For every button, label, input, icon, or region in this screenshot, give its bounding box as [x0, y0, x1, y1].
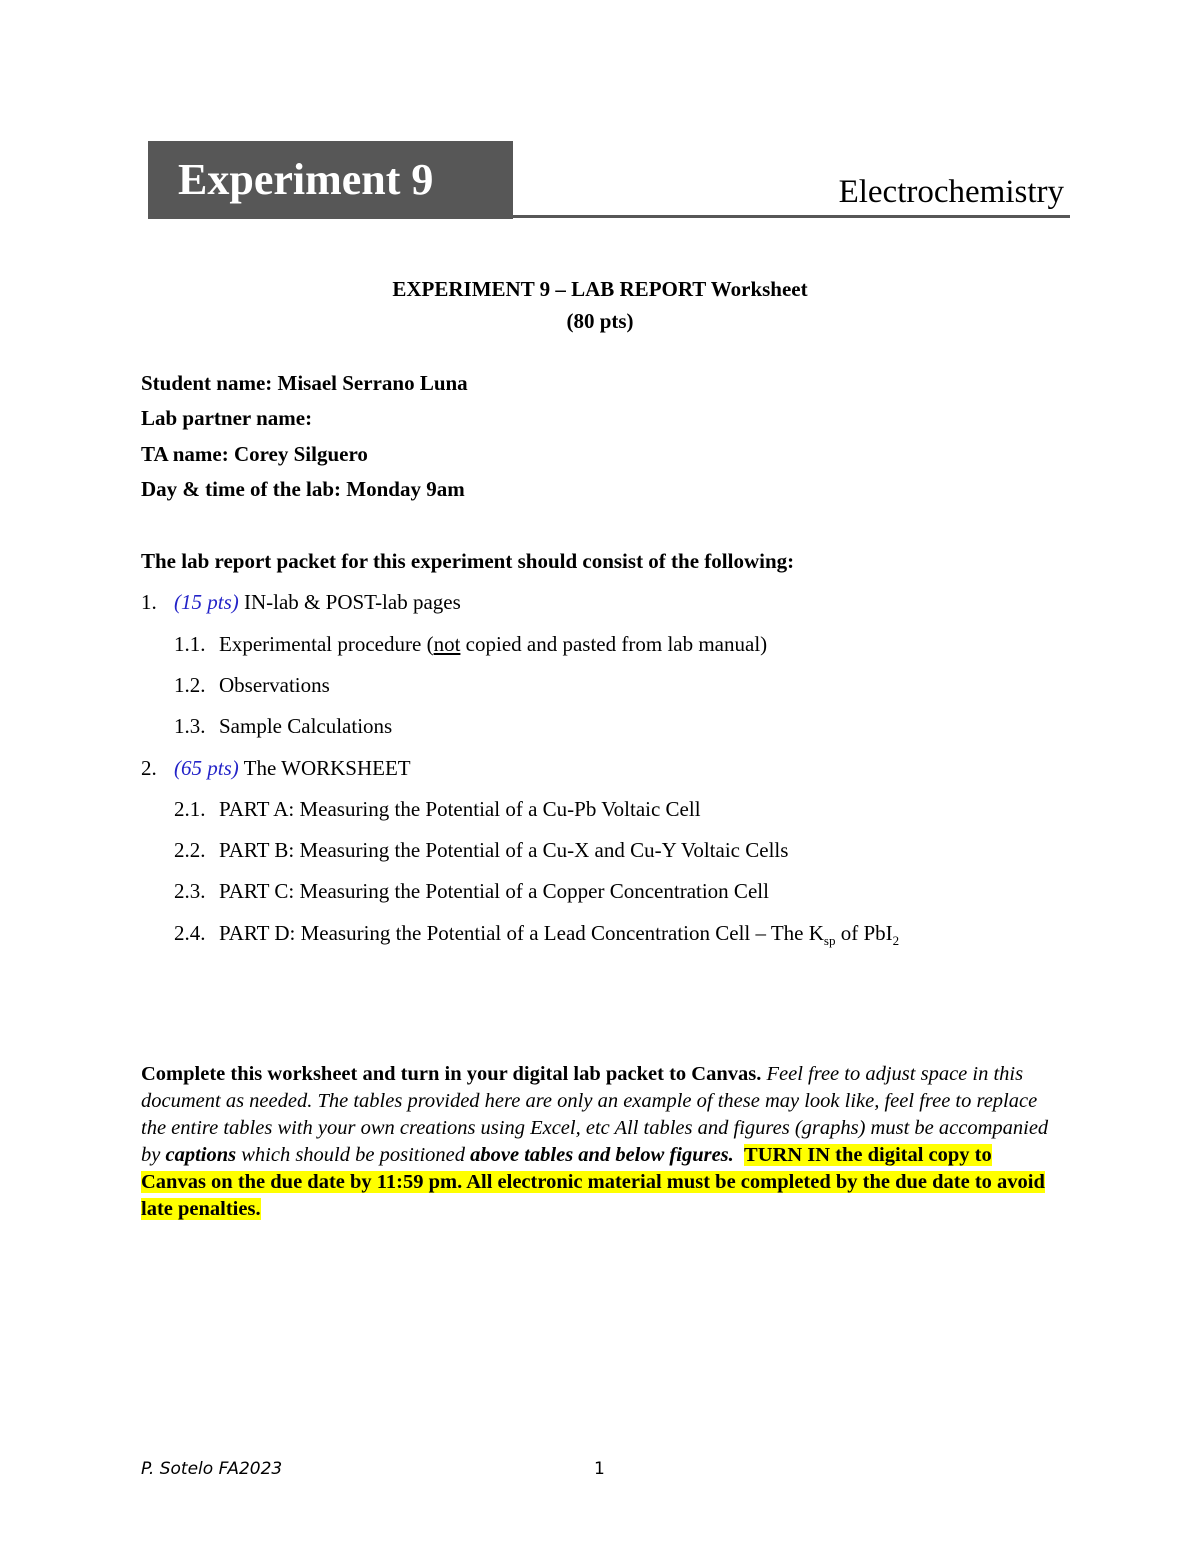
- sub-list-item: 2.4. PART D: Measuring the Potential of a Lead Concentration Cell – The $K_{sp}$ of PbI$_2$: [174, 921, 900, 949]
- sub-list-item: 1.2. Observations: [174, 673, 330, 697]
- sub-list-item: 1.3. Sample Calculations: [174, 714, 393, 738]
- sub-list-item: 2.3. PART C: Measuring the Potential of a Copper Concentration Cell: [174, 879, 769, 903]
- points-label: (65 pts): [174, 756, 239, 780]
- page-number: 1: [594, 1459, 605, 1479]
- list-item-label: IN-lab & POST-lab pages: [244, 590, 461, 614]
- deadline-highlight: TURN IN the digital copy to Canvas on the due date by 11:59 pm. All electronic material must be completed by the due date to avoid late penalties.: [141, 1144, 1045, 1220]
- list-number: 1.: [141, 590, 157, 614]
- list-item: [141, 590, 461, 615]
- student-name: Student name: Misael Serrano Luna: [141, 371, 468, 395]
- experiment-badge: Experiment 9: [148, 141, 513, 219]
- list-number: 2.: [141, 756, 157, 780]
- underlined-not: not: [433, 632, 461, 656]
- points-label: (15 pts): [174, 590, 239, 614]
- sub-list-item: 1.1. Experimental procedure (not copied and pasted from lab manual): [174, 632, 768, 656]
- list-item-label: The WORKSHEET: [243, 756, 411, 780]
- footer-author: P. Sotelo FA2023: [141, 1459, 283, 1479]
- ta-name: TA name: Corey Silguero: [141, 442, 368, 466]
- subject-title: Electrochemistry: [838, 174, 1064, 210]
- lab-partner-name: Lab partner name:: [141, 406, 313, 430]
- instructions-paragraph: Complete this worksheet and turn in your digital lab packet to Canvas. Feel free to adjust space in this document as needed. The tables provided here are only an example of these may look like, feel free to replace the entire tables with your own creations using Excel, etc All tables and figures (graphs) must be accompanied by captions which should be positioned above tables and below figures. TURN IN the digital copy to Canvas on the due date by 11:59 pm. All electronic material must be completed by the due date to avoid late penalties.: [141, 1063, 1049, 1220]
- sub-list-item: 2.2. PART B: Measuring the Potential of a Cu-X and Cu-Y Voltaic Cells: [174, 838, 789, 862]
- lab-day-time: Day & time of the lab: Monday 9am: [141, 477, 465, 501]
- worksheet-points: (80 pts): [566, 309, 634, 333]
- list-item: [141, 756, 411, 781]
- packet-intro: The lab report packet for this experiment should consist of the following:: [141, 549, 795, 573]
- worksheet-title: EXPERIMENT 9 – LAB REPORT Worksheet: [392, 277, 808, 301]
- sub-list-item: 2.1. PART A: Measuring the Potential of a Cu-Pb Voltaic Cell: [174, 797, 701, 821]
- header-divider: [148, 215, 1070, 218]
